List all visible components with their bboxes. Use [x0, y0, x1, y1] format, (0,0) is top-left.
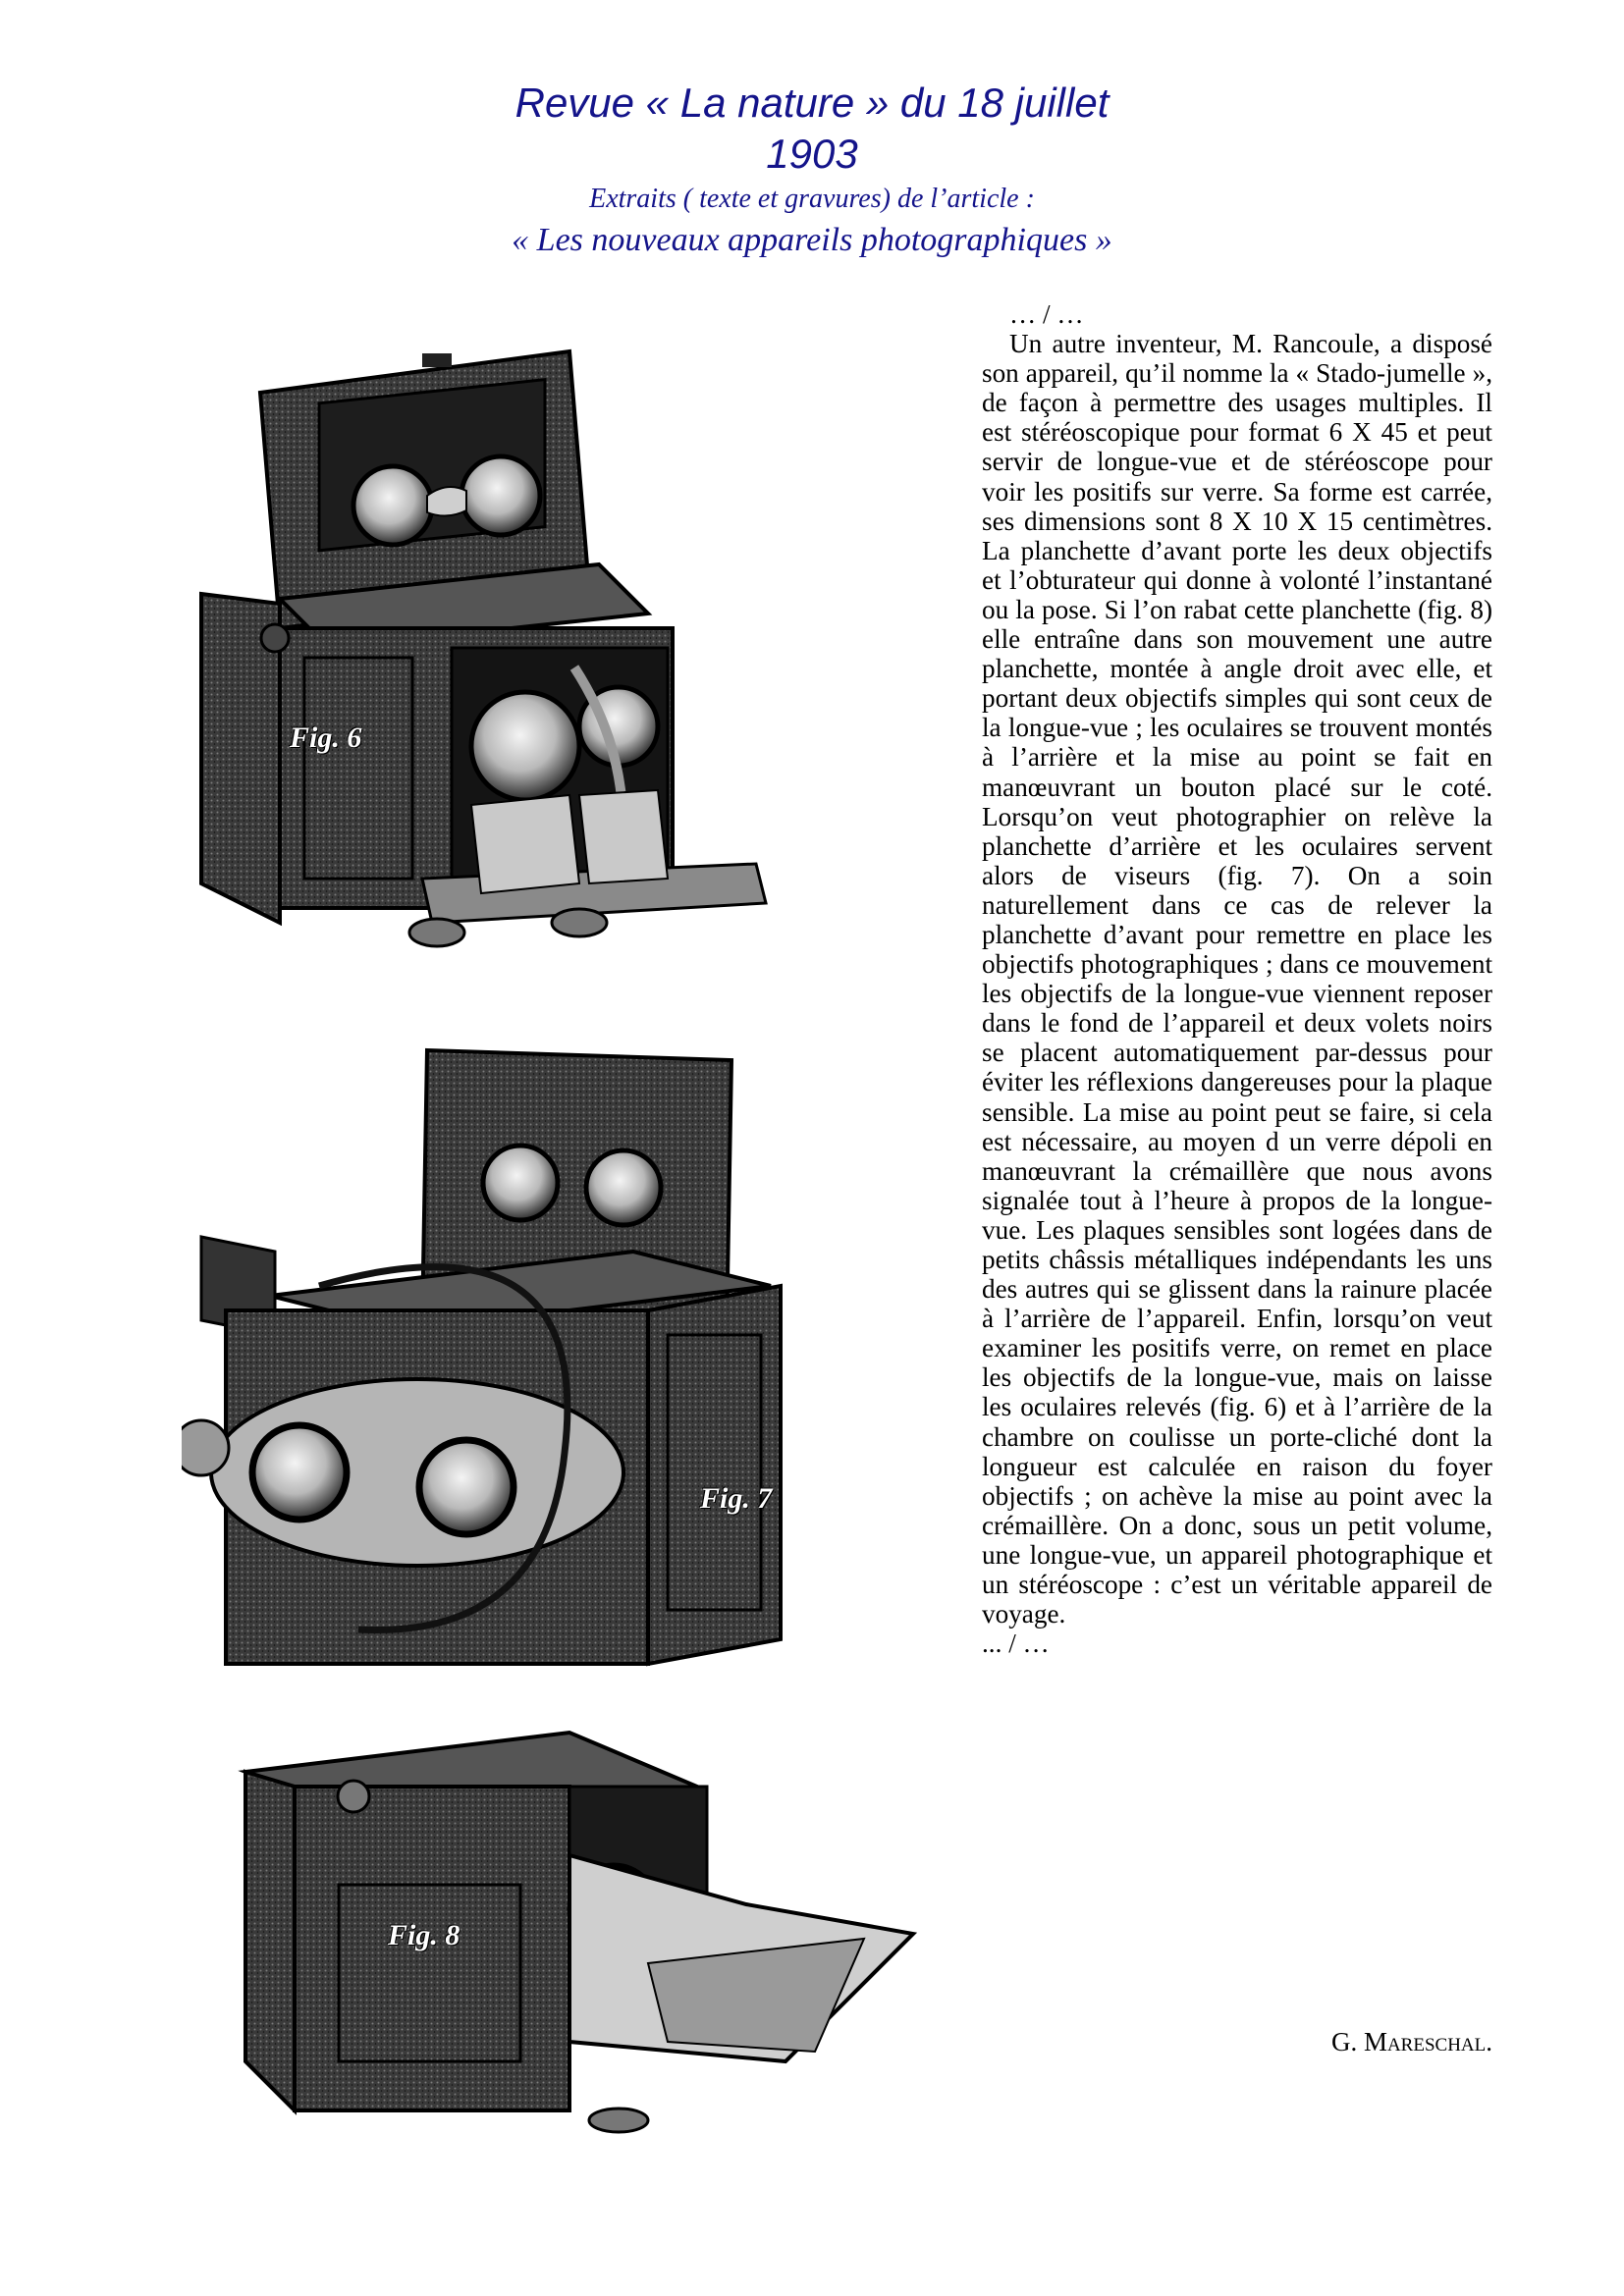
- header-year: 1903: [766, 131, 858, 177]
- figure-6-label: Fig. 6: [290, 721, 362, 754]
- article-title: « Les nouveaux appareils photographiques »: [512, 222, 1112, 258]
- author-signature: G. Mareschal.: [1330, 2027, 1492, 2056]
- header-title: Revue « La nature » du 18 juillet: [514, 80, 1110, 126]
- ellipsis-start: … / …: [1009, 299, 1084, 329]
- figure-8-illustration: [236, 1728, 923, 2140]
- article-text: [982, 299, 1492, 1658]
- figure-7-label: Fig. 7: [700, 1482, 773, 1515]
- header-subtitle: Extraits ( texte et gravures) de l’article :: [589, 184, 1035, 214]
- figure-8-label: Fig. 8: [388, 1919, 460, 1951]
- ellipsis-end: ... / …: [982, 1629, 1050, 1659]
- figure-7-engraving: [182, 1041, 889, 1679]
- figure-8-engraving: [236, 1728, 923, 2140]
- figure-6-illustration: [187, 334, 874, 972]
- figure-7-illustration: [182, 1041, 889, 1679]
- figure-6-engraving: [187, 334, 874, 972]
- article-body: Un autre inventeur, M. Rancoule, a disposé son appareil, qu’il nomme la « Stado-jumelle », de façon à permettre des usages multiples. Il est stéréoscopique pour format 6 X 45 et peut servir de longue-vue et de stéréoscope pour voir les positifs sur verre. Sa forme est carrée, ses dimensions sont 8 X 10 X 15 centimètres. La planchette d’avant porte les deux objectifs et l’obturateur qui donne à volonté l’instantané ou la pose. Si l’on rabat cette planchette (fig. 8) elle entraîne dans son mouvement une autre planchette, montée à angle droit avec elle, et portant deux objectifs simples qui sont ceux de la longue-vue ; les oculaires se trouvent montés à l’arrière et la mise au point se fait en manœuvrant un bouton placé sur le coté. Lorsqu’on veut photographier on relève la planchette d’arrière et les oculaires servent alors de viseurs (fig. 7). On a soin naturellement dans ce cas de relever la planchette d’avant pour remettre en place les objectifs photographiques ; dans ce mouvement les objectifs de la longue-vue viennent reposer dans le fond de l’appareil et deux volets noirs se placent automatiquement par-dessus pour éviter les réflexions dangereuses pour la plaque sensible. La mise au point peut se faire, si cela est nécessaire, au moyen d un verre dépoli en manœuvrant la crémaillère que nous avons signalée tout à l’heure à propos de la longue-vue. Les plaques sensibles sont logées dans de petits châssis métalliques indépendants les uns des autres qui se glissent dans la rainure placée à l’arrière de l’appareil. Enfin, lorsqu’on veut examiner les positifs verre, on remet en place les objectifs de la longue-vue, mais on laisse les oculaires relevés (fig. 6) et à l’arrière de la chambre on coulisse un porte-cliché dont la longueur est calculée en raison du foyer objectifs ; on achève la mise au point avec la crémaillère. On a donc, sous un petit volume, une longue-vue, un appareil photographique et un stéréoscope : c’est un véritable appareil de voyage.: [982, 329, 1492, 1629]
